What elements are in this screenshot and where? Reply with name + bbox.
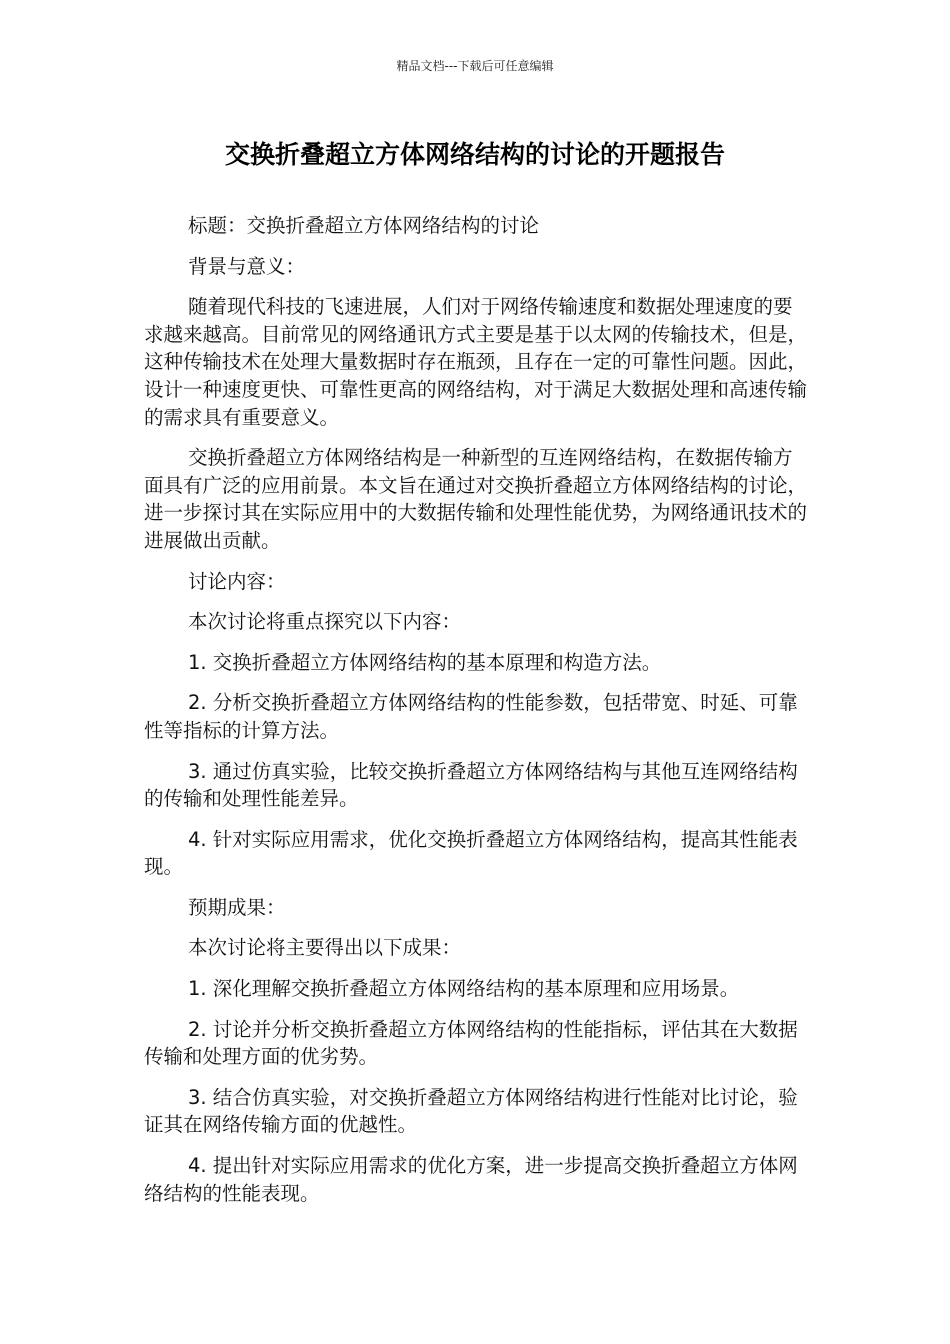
paragraph-background-2: 交换折叠超立方体网络结构是一种新型的互连网络结构，在数据传输方面具有广泛的应用前景。本文旨在通过对交换折叠超立方体网络结构的讨论，进一步探讨其在实际应用中的大数据传输和处理性能优势，为网络通讯技术的进展做出贡献。	[144, 446, 808, 552]
heading-background: 背景与意义：	[188, 254, 306, 278]
list-item-result-4: 4. 提出针对实际应用需求的优化方案，进一步提高交换折叠超立方体网络结构的性能表现。	[144, 1154, 798, 1205]
document-title: 交换折叠超立方体网络结构的讨论的开题报告	[224, 140, 725, 169]
list-item-content-2: 2. 分析交换折叠超立方体网络结构的性能参数，包括带宽、时延、可靠性等指标的计算方法。	[144, 691, 798, 742]
paragraph-title-line: 标题：交换折叠超立方体网络结构的讨论	[188, 214, 540, 237]
paragraph-discussion-intro: 本次讨论将重点探究以下内容：	[188, 610, 462, 634]
list-item-content-4: 4. 针对实际应用需求，优化交换折叠超立方体网络结构，提高其性能表现。	[144, 827, 798, 879]
paragraph-results-intro: 本次讨论将主要得出以下成果：	[188, 936, 462, 960]
list-item-result-2: 2. 讨论并分析交换折叠超立方体网络结构的性能指标，评估其在大数据传输和处理方面的优劣势。	[144, 1017, 798, 1069]
list-item-result-3: 3. 结合仿真实验，对交换折叠超立方体网络结构进行性能对比讨论，验证其在网络传输方面的优越性。	[144, 1085, 798, 1137]
heading-expected-results: 预期成果：	[188, 895, 286, 919]
heading-discussion-content: 讨论内容：	[188, 569, 286, 593]
list-item-content-3: 3. 通过仿真实验，比较交换折叠超立方体网络结构与其他互连网络结构的传输和处理性能差异。	[144, 759, 798, 811]
page-header: 精品文档---下载后可任意编辑	[396, 59, 554, 73]
list-item-result-1: 1. 深化理解交换折叠超立方体网络结构的基本原理和应用场景。	[188, 977, 740, 1001]
document-body	[144, 212, 808, 1220]
list-item-content-1: 1. 交换折叠超立方体网络结构的基本原理和构造方法。	[188, 650, 662, 674]
paragraph-background-1: 随着现代科技的飞速进展，人们对于网络传输速度和数据处理速度的要求越来越高。目前常见的网络通讯方式主要是基于以太网的传输技术，但是，这种传输技术在处理大量数据时存在瓶颈，且存在一定的可靠性问题。因此，设计一种速度更快、可靠性更高的网络结构，对于满足大数据处理和高速传输的需求具有重要意义。	[144, 295, 808, 429]
